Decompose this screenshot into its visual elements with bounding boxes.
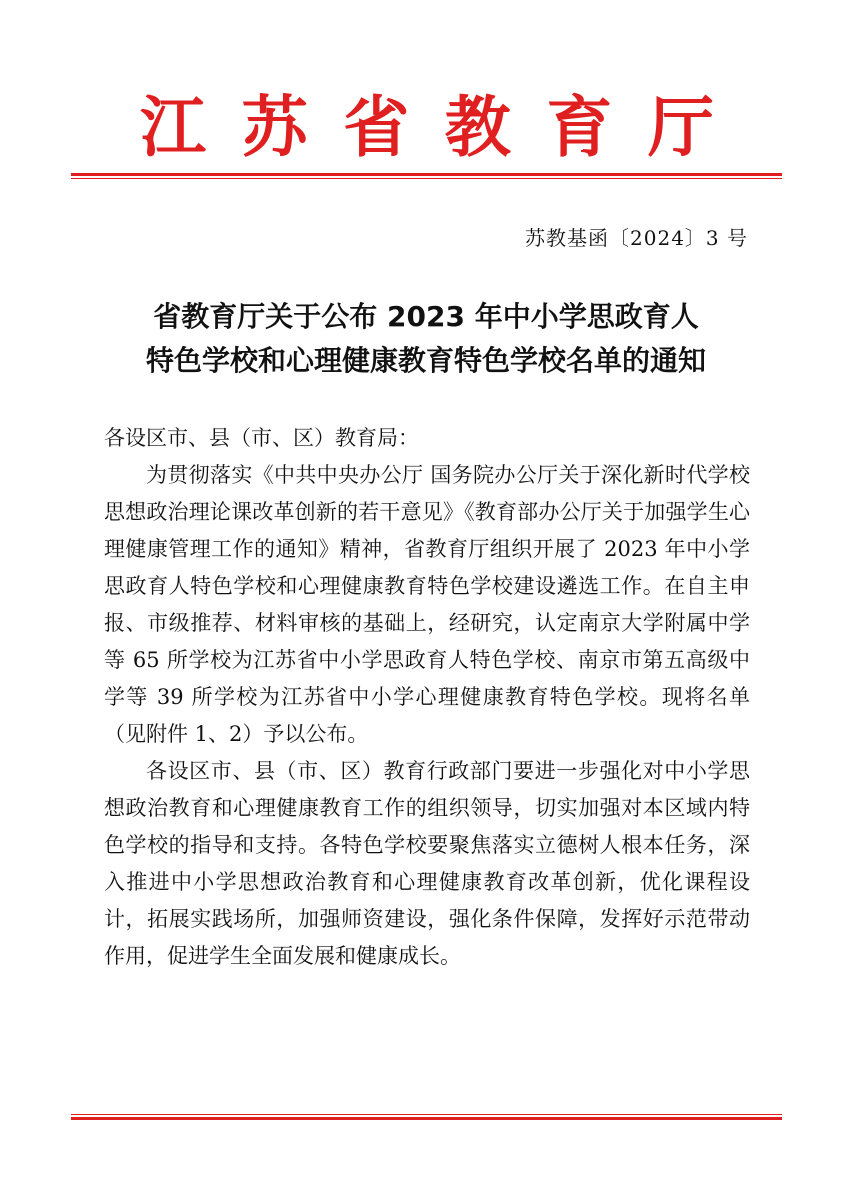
masthead-char-5: 育: [546, 89, 613, 166]
document-body: [104, 420, 750, 975]
body-paragraph: 各设区市、县（市、区）教育行政部门要进一步强化对中小学思想政治教育和心理健康教育工作的组织领导，切实加强对本区域内特色学校的指导和支持。各特色学校要聚焦落实立德树人根本任务，深入推进中小学思想政治教育和心理健康教育改革创新，优化课程设计，拓展实践场所，加强师资建设，强化条件保障，发挥好示范带动作用，促进学生全面发展和健康成长。: [104, 759, 750, 968]
title-line-1: 省教育厅关于公布 2023 年中小学思政育人: [153, 300, 699, 333]
masthead-char-1: 江: [140, 89, 206, 166]
masthead-char-4: 教: [444, 89, 511, 166]
document-title: [70, 295, 782, 383]
footer-red-rule: [71, 1114, 782, 1120]
issuing-authority-masthead: [70, 88, 782, 168]
salutation: 各设区市、县（市、区）教育局：: [104, 426, 419, 450]
document-number: 苏教基函〔2024〕3 号: [525, 226, 748, 250]
masthead-char-3: 省: [343, 89, 410, 166]
masthead-char-2: 苏: [241, 89, 308, 166]
masthead-char-6: 厅: [647, 89, 714, 166]
title-line-2: 特色学校和心理健康教育特色学校名单的通知: [145, 344, 706, 377]
header-red-rule: [71, 173, 782, 179]
body-paragraph: 为贯彻落实《中共中央办公厅 国务院办公厅关于深化新时代学校思想政治理论课改革创新的若干意见》《教育部办公厅关于加强学生心理健康管理工作的通知》精神，省教育厅组织开展了 2023 年中小学思政育人特色学校和心理健康教育特色学校建设遴选工作。在自主申报、市级推荐、材料审核的基础上，经研究，认定南京大学附属中学等 65 所学校为江苏省中小学思政育人特色学校、南京市第五高级中学等 39 所学校为江苏省中小学心理健康教育特色学校。现将名单（见附件 1、2）予以公布。: [104, 463, 750, 746]
